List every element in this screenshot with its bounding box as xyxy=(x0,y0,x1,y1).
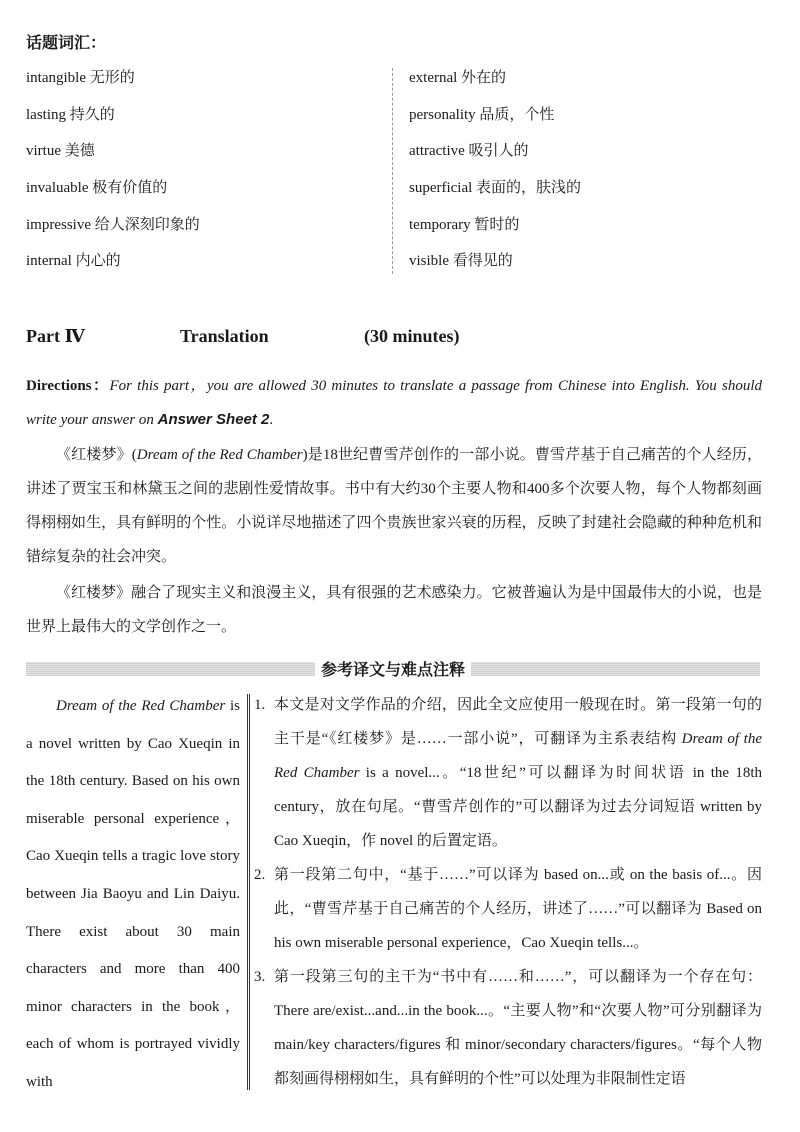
directions-label: Directions： xyxy=(26,378,110,394)
directions xyxy=(26,370,762,437)
reference-translation xyxy=(26,688,240,1102)
part-name: Translation xyxy=(180,326,269,346)
vocabulary-item: external 外在的 xyxy=(409,70,507,86)
note-text: 第一段第二句中，“基于……”可以译为 based on...或 on the basis of...。因此，“曹雪芹基于自己痛苦的个人经历，讲述了……”可以翻译为 Based on his own miserable personal experience，Cao Xueqin tells...。 xyxy=(274,867,762,951)
note-number: 3. xyxy=(254,969,266,985)
note-text: is a novel...。“18世纪”可以翻译为时间状语 in the 18th century，放在句尾。“曹雪芹创作的”可以翻译为过去分词短语 written by Cao Xueqin，作 novel 的后置定语。 xyxy=(274,765,762,849)
part-number: Part Ⅳ xyxy=(26,326,85,346)
part-time: (30 minutes) xyxy=(364,326,460,346)
vocabulary-item: virtue 美德 xyxy=(26,143,95,160)
passage-title-english: Dream of the Red Chamber xyxy=(136,447,303,463)
note-number: 1. xyxy=(254,697,266,713)
vocabulary-right-column xyxy=(409,60,779,280)
note-item xyxy=(254,960,762,1096)
vocabulary-item: visible 看得见的 xyxy=(409,253,513,270)
vocabulary-item: invaluable 极有价值的 xyxy=(26,180,168,197)
column-divider xyxy=(247,694,250,1090)
note-number: 2. xyxy=(254,867,266,883)
note-text: 第一段第三句的主干为“书中有……和……”，可以翻译为一个存在句：There are/exist...and...in the book...。“主要人物”和“次要人物”可分别翻译为 main/key characters/figures 和 minor/secondary characters/figures。“每个人物都刻画得栩栩如生，具有鲜明的个性”可以处理为非限制性定语 xyxy=(274,969,762,1087)
annotation-notes xyxy=(254,688,762,1096)
vocabulary-list xyxy=(26,60,786,278)
directions-end: . xyxy=(269,412,274,428)
note-text: 本文是对文学作品的介绍，因此全文应使用一般现在时。第一段第一句的主干是“《红楼梦》是……一部小说”，可翻译为主系表结构 xyxy=(274,697,762,747)
vocabulary-item: superficial 表面的，肤浅的 xyxy=(409,180,582,197)
vocabulary-item: internal 内心的 xyxy=(26,253,121,270)
directions-text: For this part，you are allowed 30 minutes to translate a passage from Chinese into English. You should write your answer on xyxy=(26,378,763,428)
reference-section-bar xyxy=(26,660,760,678)
vocabulary-item: attractive 吸引人的 xyxy=(409,143,529,160)
vocabulary-item: intangible 无形的 xyxy=(26,70,135,86)
note-item xyxy=(254,688,762,858)
passage-text: )是18世纪曹雪芹创作的一部小说。曹雪芹基于自己痛苦的个人经历，讲述了贾宝玉和林黛玉之间的悲剧性爱情故事。书中有大约30个主要人物和400多个次要人物，每个人物都刻画得栩栩如生，具有鲜明的个性。小说详尽地描述了四个贵族世家兴衰的历程，反映了封建社会隐藏的种种危机和错综复杂的社会冲突。 xyxy=(26,447,762,565)
note-item xyxy=(254,858,762,960)
chinese-passage xyxy=(26,438,762,644)
passage-title: 《红楼梦》( xyxy=(56,447,137,463)
vocabulary-heading: 话题词汇： xyxy=(26,33,107,52)
vocabulary-item: temporary 暂时的 xyxy=(409,216,520,233)
reference-section-title: 参考译文与难点注释 xyxy=(315,657,471,680)
note-italic-text: Dream of the Red Chamber xyxy=(274,731,762,781)
translation-text: is a novel written by Cao Xueqin in the 18th century. Based on his own miserable personal experience，Cao Xueqin tells a tragic love story between Jia Baoyu and Lin Daiyu. There exist about 30 main characters and more than 400 minor characters in the book，each of whom is portrayed vividly with xyxy=(26,698,241,1090)
vocabulary-item: personality 品质，个性 xyxy=(409,106,555,123)
vocabulary-item: impressive 给人深刻印象的 xyxy=(26,216,200,233)
passage-paragraph-2: 《红楼梦》融合了现实主义和浪漫主义，具有很强的艺术感染力。它被普遍认为是中国最伟大的小说，也是世界上最伟大的文学创作之一。 xyxy=(26,585,762,635)
vocabulary-item: lasting 持久的 xyxy=(26,106,115,123)
passage-paragraph-1 xyxy=(26,438,762,574)
translation-title: Dream of the Red Chamber xyxy=(56,698,226,714)
vocabulary-left-column xyxy=(26,60,386,280)
vocabulary-divider xyxy=(392,68,393,274)
translation-paragraph xyxy=(26,688,240,1102)
answer-sheet-label: Answer Sheet 2 xyxy=(157,411,270,428)
